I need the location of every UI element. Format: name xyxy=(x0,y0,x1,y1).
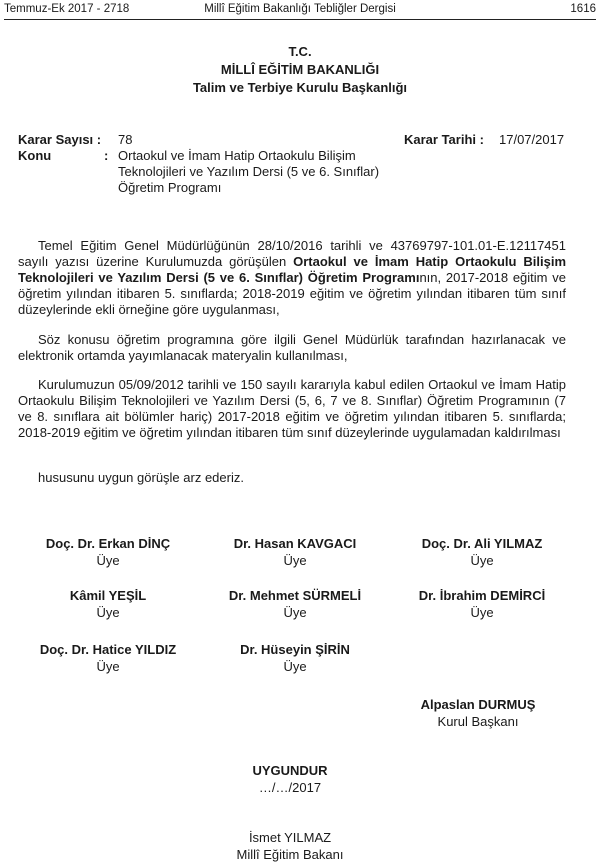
signatory-name: Dr. Mehmet SÜRMELİ xyxy=(228,588,362,603)
minister-role: Millî Eğitim Bakanı xyxy=(236,847,344,862)
header-divider xyxy=(4,19,596,20)
signatory xyxy=(205,535,385,569)
approval-block xyxy=(190,762,390,796)
institution-board: Talim ve Terbiye Kurulu Başkanlığı xyxy=(192,80,408,95)
subject-label: Konu xyxy=(18,148,52,163)
institution-tc: T.C. xyxy=(288,44,312,59)
subject-line: Teknolojileri ve Yazılım Dersi (5 ve 6. Sınıflar) xyxy=(118,164,380,179)
paragraph-1-text-a: Temel Eğitim Genel Müdürlüğünün 28/10/2016 tarihli ve 43769797-101.01-E.12117451 sayılı yazısı üzerine Kurulumuzda görüşülen xyxy=(18,238,566,269)
signatory-role: Üye xyxy=(283,553,307,568)
closing xyxy=(18,470,566,486)
signatory-name: Kâmil YEŞİL xyxy=(69,588,147,603)
signatory-name: Dr. Hüseyin ŞİRİN xyxy=(240,642,350,657)
signatory xyxy=(18,641,198,675)
signatory-role: Üye xyxy=(96,553,120,568)
institution-ministry: MİLLÎ EĞİTİM BAKANLIĞI xyxy=(220,62,380,77)
signatory-name: Doç. Dr. Ali YILMAZ xyxy=(421,536,543,551)
signatory xyxy=(18,535,198,569)
decision-number-value: 78 xyxy=(118,132,133,147)
signatory-role: Üye xyxy=(470,553,494,568)
subject-colon: : xyxy=(104,148,109,163)
paragraph-1 xyxy=(18,238,566,318)
board-chair xyxy=(388,696,568,730)
signatory-role: Üye xyxy=(96,605,120,620)
signatory xyxy=(205,587,385,621)
issue-label: Temmuz-Ek 2017 - 2718 xyxy=(4,3,130,15)
decision-date-label: Karar Tarihi : xyxy=(404,132,484,147)
signatory-role: Üye xyxy=(283,659,307,674)
signatory-name: Dr. Hasan KAVGACI xyxy=(233,536,357,551)
signatory xyxy=(392,535,572,569)
paragraph-2 xyxy=(18,332,566,364)
signatory-name: Doç. Dr. Hatice YILDIZ xyxy=(39,642,177,657)
approval-date: …/…/2017 xyxy=(258,780,322,795)
paragraph-1-text-b: nın, 2017-2018 eğitim ve öğretim yılından itibaren 5. sınıflarda; 2018-2019 eğitim ve öğretim yılından itibaren tüm sınıf düzeylerinde ekli örneğine göre uygulanması, xyxy=(18,270,566,317)
page-number: 1616 xyxy=(570,3,596,15)
signatory xyxy=(205,641,385,675)
subject-line: Ortaokul ve İmam Hatip Ortaokulu Bilişim xyxy=(118,148,356,163)
subject-text xyxy=(118,148,379,196)
journal-title: Millî Eğitim Bakanlığı Tebliğler Dergisi xyxy=(204,3,396,15)
signatory xyxy=(392,587,572,621)
signatory-name: Dr. İbrahim DEMİRCİ xyxy=(418,588,546,603)
chair-name: Alpaslan DURMUŞ xyxy=(420,697,536,712)
paragraph-2-text: Söz konusu öğretim programına göre ilgili Genel Müdürlük tarafından hazırlanacak ve elektronik ortamda yayımlanacak materyalin kullanılması, xyxy=(18,332,566,363)
signatory-role: Üye xyxy=(470,605,494,620)
signatory xyxy=(18,587,198,621)
approval-label: UYGUNDUR xyxy=(252,763,328,778)
minister-name: İsmet YILMAZ xyxy=(248,830,332,845)
decision-date-value: 17/07/2017 xyxy=(499,132,565,147)
subject-line: Öğretim Programı xyxy=(118,180,222,195)
signatory-name: Doç. Dr. Erkan DİNÇ xyxy=(45,536,171,551)
decision-number-label: Karar Sayısı : xyxy=(18,132,102,147)
closing-text: hususunu uygun görüşle arz ederiz. xyxy=(38,470,244,485)
paragraph-3 xyxy=(18,377,566,441)
chair-role: Kurul Başkanı xyxy=(437,714,519,729)
signatory-role: Üye xyxy=(96,659,120,674)
minister-block xyxy=(190,829,390,863)
program-title-bold: Ortaokul ve İmam Hatip Ortaokulu Bilişim Teknolojileri ve Yazılım Dersi (5 ve 6. Sınıflar) Öğretim Programı xyxy=(18,254,567,285)
running-header xyxy=(4,3,596,19)
paragraph-3-text: Kurulumuzun 05/09/2012 tarihli ve 150 sayılı kararıyla kabul edilen Ortaokul ve İmam Hatip Ortaokulu Bilişim Teknolojileri ve Yazılım Dersi (5, 6, 7 ve 8. Sınıflar) Öğretim Programının (7 ve 8. sınıflara ait bölümler hariç) 2017-2018 eğitim ve öğretim yılından itibaren 5. sınıflarda; 2018-2019 eğitim ve öğretim yılından itibaren tüm sınıf düzeylerinde uygulamadan kaldırılması xyxy=(18,377,566,440)
signatory-role: Üye xyxy=(283,605,307,620)
